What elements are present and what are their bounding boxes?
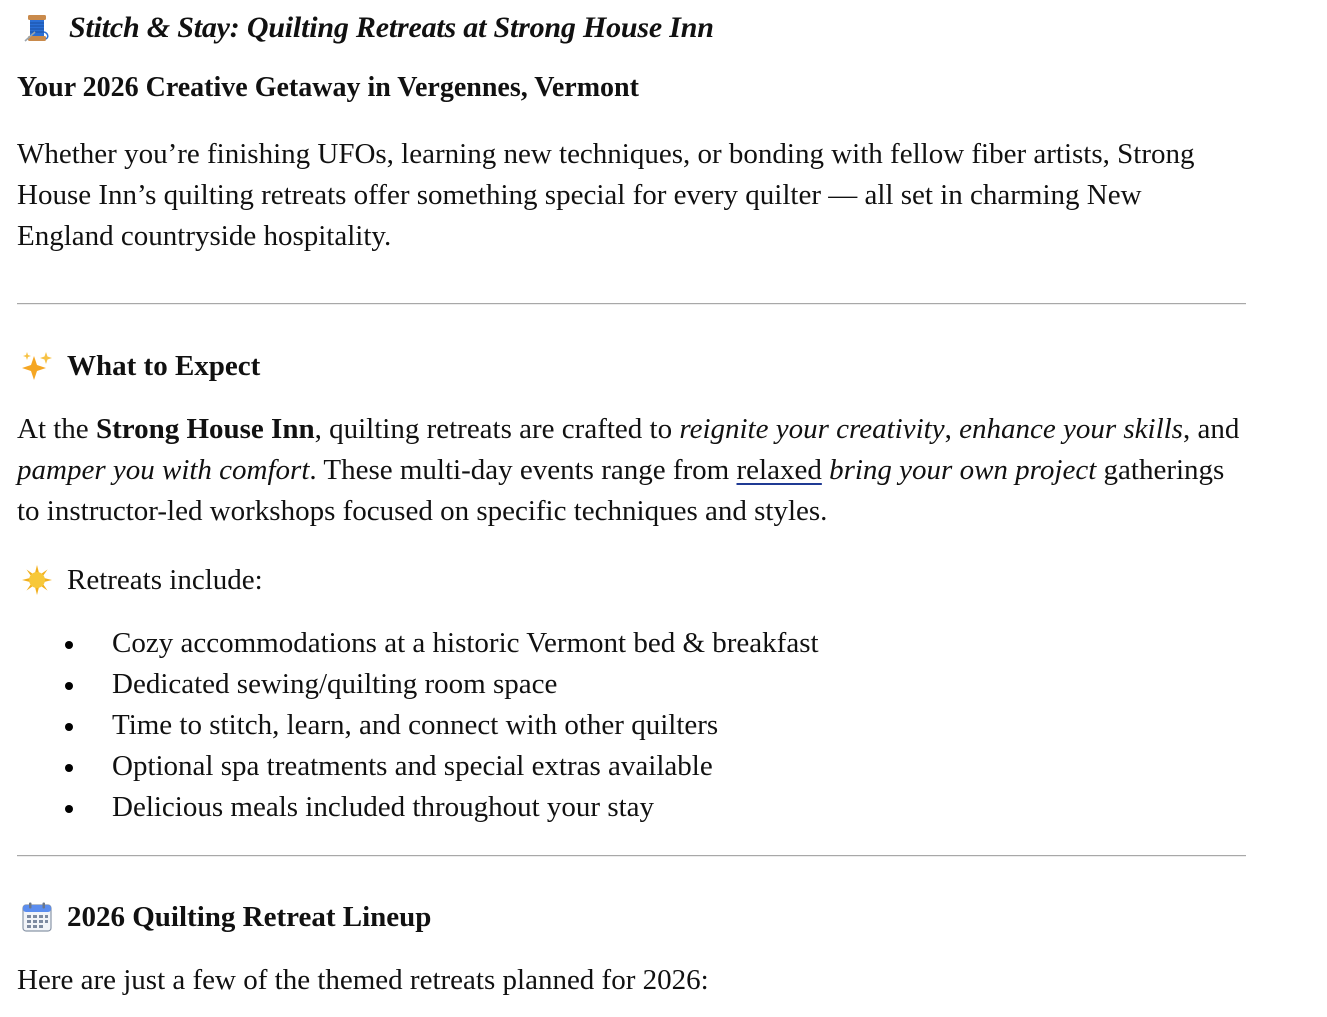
bullet-icon <box>65 764 73 772</box>
list-item-text: Time to stitch, learn, and connect with other quilters <box>112 709 719 741</box>
bullet-icon <box>65 805 73 813</box>
italic-phrase: enhance your skills <box>959 413 1183 445</box>
inn-name-bold: Strong House Inn <box>95 413 315 445</box>
list-item <box>17 705 819 746</box>
text-run: gatherings to instructor-led workshops focused on specific techniques and styles. <box>17 454 1225 527</box>
thread-spool-icon <box>21 12 53 44</box>
text-run: , quilting retreats are crafted to <box>314 413 680 445</box>
list-item <box>17 787 819 828</box>
retreat-features-list <box>17 623 819 828</box>
list-item <box>17 746 819 787</box>
text-run: , <box>944 413 960 445</box>
list-item-text: Delicious meals included throughout your stay <box>112 791 655 823</box>
calendar-icon <box>21 901 53 933</box>
section-heading-what-to-expect <box>21 346 260 386</box>
document-subtitle: Your 2026 Creative Getaway in Vergennes, Vermont <box>17 72 639 103</box>
intro-paragraph: Whether you’re finishing UFOs, learning new techniques, or bonding with fellow fiber artists, Strong House Inn’s quilting retreats offer something special for every quilter — all set in charming New England countryside hospitality. <box>17 138 1195 252</box>
bullet-icon <box>65 723 73 731</box>
italic-phrase: pamper you with comfort <box>17 454 310 486</box>
underlined-word: relaxed <box>736 454 822 486</box>
section-heading-label: What to Expect <box>67 349 261 382</box>
section-heading-label: 2026 Quilting Retreat Lineup <box>67 900 432 933</box>
lineup-intro-paragraph: Here are just a few of the themed retreats planned for 2026: <box>17 964 709 996</box>
sparkles-icon <box>21 350 53 382</box>
sun-icon <box>21 564 53 596</box>
list-item-text: Cozy accommodations at a historic Vermont bed & breakfast <box>112 627 819 659</box>
list-item-text: Dedicated sewing/quilting room space <box>112 668 558 700</box>
bullet-icon <box>65 682 73 690</box>
what-to-expect-paragraph <box>17 409 1242 532</box>
italic-phrase: bring your own project <box>829 454 1097 486</box>
section-heading-retreat-lineup <box>21 897 431 937</box>
text-run: , and <box>1182 413 1240 445</box>
text-run <box>822 454 829 486</box>
list-item-text: Optional spa treatments and special extras available <box>112 750 713 782</box>
horizontal-divider <box>17 855 1246 857</box>
horizontal-divider <box>17 303 1246 305</box>
document-title: Stitch & Stay: Quilting Retreats at Strong House Inn <box>69 11 714 44</box>
text-run: At the <box>17 413 96 445</box>
retreats-include-label: Retreats include: <box>67 563 263 596</box>
document-title-row <box>21 8 714 48</box>
text-run: . These multi-day events range from <box>309 454 737 486</box>
bullet-icon <box>65 641 73 649</box>
italic-phrase: reignite your creativity <box>679 413 945 445</box>
list-item <box>17 664 819 705</box>
list-item <box>17 623 819 664</box>
retreats-include-label-row <box>21 560 263 600</box>
